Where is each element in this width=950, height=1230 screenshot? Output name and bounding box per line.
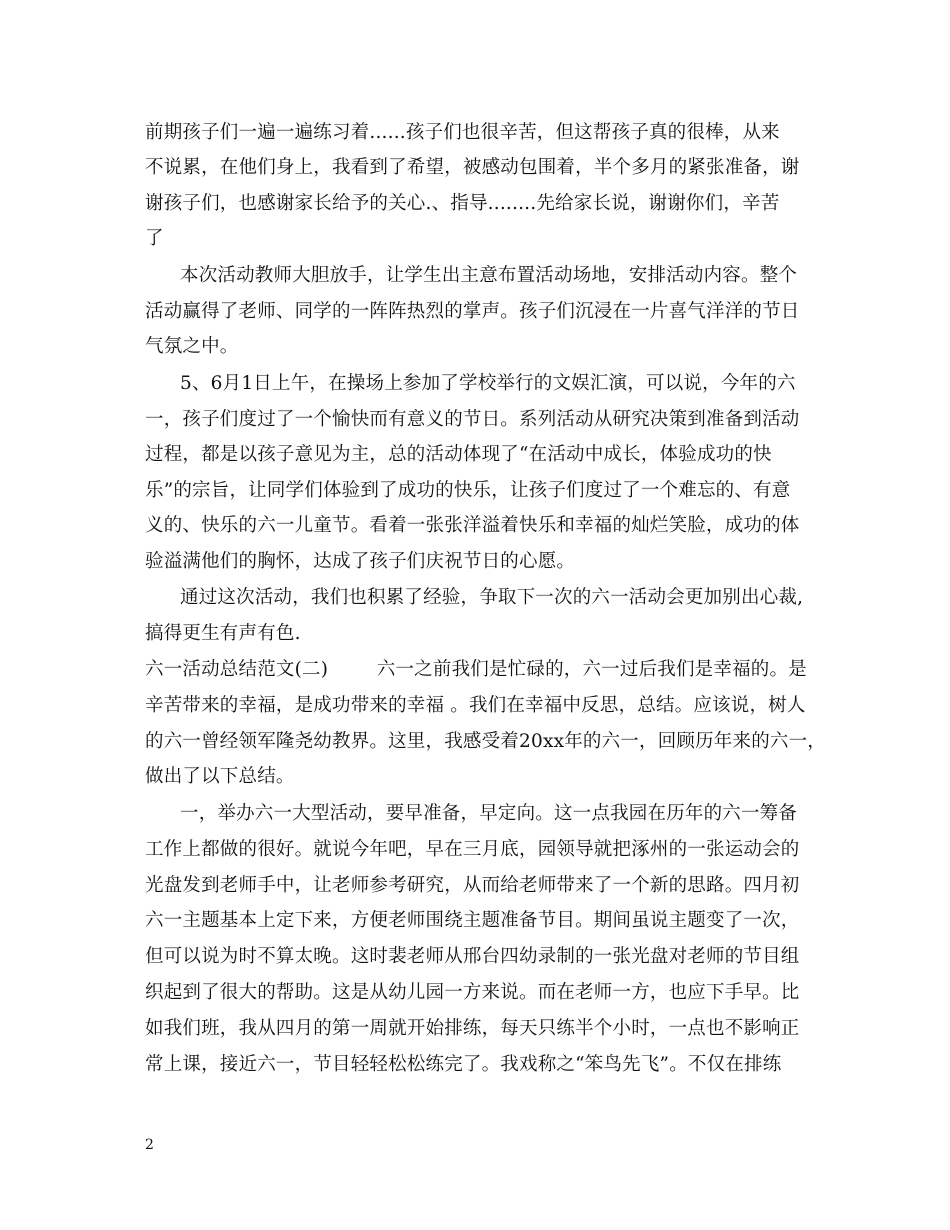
text-line: 前期孩子们一遍一遍练习着......孩子们也很辛苦，但这帮孩子真的很棒，从来 — [145, 122, 780, 143]
text-line: 不说累，在他们身上，我看到了希望，被感动包围着，半个多月的紧张准备，谢 — [145, 157, 800, 178]
text-line: 义的、快乐的六一儿童节。看着一张张洋溢着快乐和幸福的灿烂笑脸，成功的体 — [145, 515, 800, 536]
text-line: 验溢满他们的胸怀，达成了孩子们庆祝节日的心愿。 — [145, 551, 576, 572]
text-line: 谢孩子们，也感谢家长给予的关心.、指导........先给家长说，谢谢你们，辛苦 — [145, 193, 780, 214]
text-line: 过程，都是以孩子意见为主，总的活动体现了“在活动中成长，体验成功的快 — [145, 444, 772, 465]
section-heading-line: 六一活动总结范文(二) 六一之前我们是忙碌的，六一过后我们是幸福的。是 — [145, 659, 807, 680]
text-line: 乐”的宗旨，让同学们体验到了成功的快乐，让孩子们度过了一个难忘的、有意 — [145, 480, 791, 501]
text-line: 通过这次活动，我们也积累了经验，争取下一次的六一活动会更加别出心裁, — [180, 587, 804, 608]
text-line: 辛苦带来的幸福，是成功带来的幸福 。我们在幸福中反思，总结。应该说，树人 — [145, 695, 806, 716]
text-line: 光盘发到老师手中，让老师参考研究，从而给老师带来了一个新的思路。四月初 — [145, 875, 800, 896]
text-line: 如我们班，我从四月的第一周就开始排练，每天只练半个小时，一点也不影响正 — [145, 1018, 800, 1039]
text-line: 常上课，接近六一，节目轻轻松松练完了。我戏称之“笨鸟先飞”。不仅在排练 — [145, 1054, 782, 1075]
text-line: 织起到了很大的帮助。这是从幼儿园一方来说。而在老师一方，也应下手早。比 — [145, 982, 800, 1003]
text-line: 一，孩子们度过了一个愉快而有意义的节日。系列活动从研究决策到准备到活动 — [145, 409, 800, 430]
text-line: 做出了以下总结。 — [145, 766, 295, 787]
text-line: 一，举办六一大型活动，要早准备，早定向。这一点我园在历年的六一筹备 — [180, 803, 798, 824]
text-line: 5、6月1日上午，在操场上参加了学校举行的文娱汇演，可以说，今年的六 — [180, 373, 796, 394]
text-line: 气氛之中。 — [145, 336, 239, 357]
text-line: 六一主题基本上定下来，方便老师围绕主题准备节目。期间虽说主题变了一次， — [145, 910, 800, 931]
text-line: 搞得更生有声有色. — [145, 623, 301, 644]
text-line: 本次活动教师大胆放手，让学生出主意布置活动场地，安排活动内容。整个 — [180, 265, 798, 286]
text-line: 了 — [145, 228, 164, 249]
text-line: 的六一曾经领军隆尧幼教界。这里，我感受着20xx年的六一，回顾历年来的六一， — [145, 731, 827, 752]
text-line: 工作上都做的很好。就说今年吧，早在三月底，园领导就把涿州的一张运动会的 — [145, 839, 800, 860]
page-number: 2 — [145, 1137, 154, 1153]
text-line: 活动赢得了老师、同学的一阵阵热烈的掌声。孩子们沉浸在一片喜气洋洋的节日 — [145, 301, 800, 322]
text-line: 但可以说为时不算太晚。这时裴老师从邢台四幼录制的一张光盘对老师的节目组 — [145, 946, 800, 967]
